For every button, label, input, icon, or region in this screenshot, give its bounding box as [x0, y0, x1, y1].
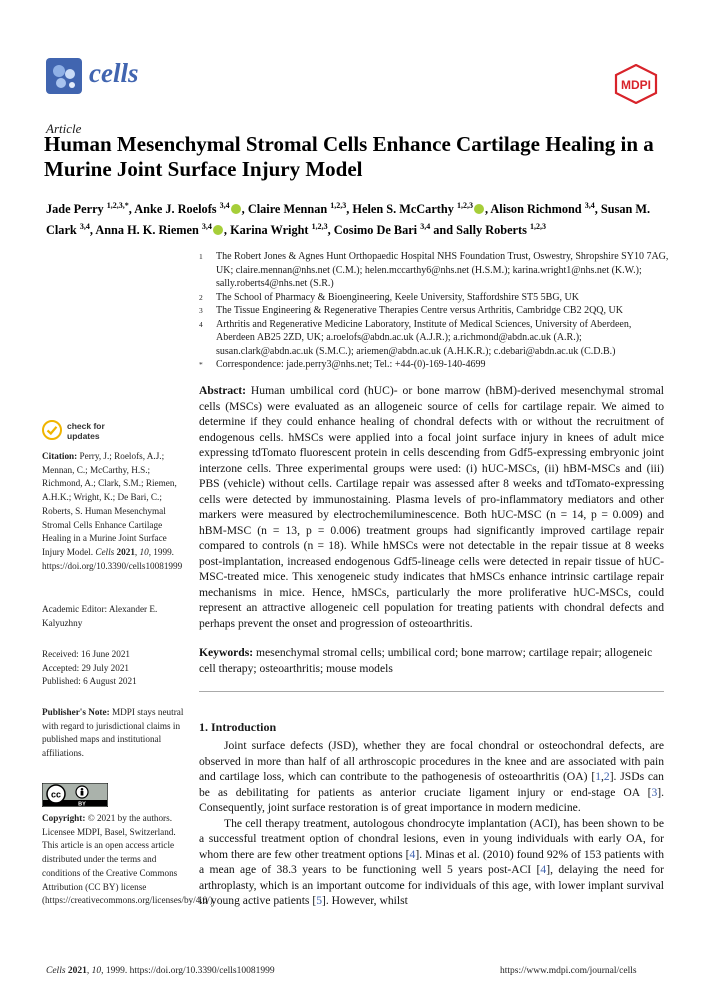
reference-link[interactable]: 2	[603, 770, 610, 783]
corresponding-author-mark: *	[124, 201, 129, 210]
orcid-icon[interactable]	[213, 225, 223, 235]
affiliation-number: *	[199, 360, 203, 369]
check-updates-text: check for updates	[67, 421, 105, 441]
author-affiliation-sup: 1,2,3	[456, 201, 473, 210]
section-divider	[199, 691, 664, 692]
mdpi-logo-icon	[614, 64, 658, 104]
academic-editor: Academic Editor: Alexander E. Kalyuzhny	[42, 604, 158, 628]
author-affiliation-sup: 1,2,3	[311, 222, 328, 232]
author-and: and	[433, 223, 454, 238]
article-title: Human Mesenchymal Stromal Cells Enhance Cartilage Healing in a Murine Joint Surface Injury Model	[44, 132, 654, 181]
keywords-label: Keywords:	[199, 646, 254, 659]
abstract-label: Abstract:	[199, 384, 247, 397]
author-name: Anke J. Roelofs	[134, 202, 217, 217]
affiliation-text: The Tissue Engineering & Regenerative Therapies Centre versus Arthritis, Cambridge CB2 2QQ, UK	[216, 305, 623, 316]
svg-text:BY: BY	[78, 801, 86, 807]
author-affiliation-sup: 1,2,3,	[106, 201, 125, 210]
author-affiliation-sup: 1,2,3	[330, 201, 347, 210]
keywords	[199, 645, 664, 676]
reference-link[interactable]: 1	[595, 770, 601, 783]
author-name: Claire Mennan	[247, 202, 328, 217]
reference-link[interactable]: 5	[316, 894, 322, 907]
reference-link[interactable]: 4	[409, 847, 416, 861]
svg-text:cc: cc	[50, 789, 62, 800]
affiliation-item	[199, 291, 669, 305]
cc-by-license-icon[interactable]	[42, 783, 108, 807]
introduction-heading: 1. Introduction	[199, 720, 277, 734]
citation-block: Citation: Perry, J.; Roelofs, A.J.; Mennan, C.; McCarthy, H.S.; Richmond, A.; Clark, S.M.; Riemen, A.H.K.; Wright, K.; De Bari, C.; Roberts, S. Human Mesenchymal Stromal Cells Enhance Cartilage Healing in a Murine Joint Surface Injury Model. Cells 2021, 10, 1999. https://doi.org/10.3390/cells10081999	[42, 451, 183, 571]
affiliation-number: 2	[199, 292, 203, 302]
affiliation-list	[199, 250, 669, 372]
published-date: Published: 6 August 2021	[42, 676, 137, 687]
affiliation-item	[199, 250, 669, 291]
author-name: Susan M. Clark	[46, 202, 651, 238]
author-name: Jade Perry	[46, 202, 104, 217]
reference-link[interactable]: 3	[651, 785, 658, 799]
author-name: Sally Roberts	[456, 223, 527, 238]
intro-paragraph-1: Joint surface defects (JSD), whether they are focal chondral or osteochondral defects, are observed in more than half of all arthroscopic procedures in the knee and are associated with pain and cartilage loss, which can contribute to the pathogenesis of osteoarthritis (OA) [1,2]. JSDs can be as debilitating for patients as anterior cruciate ligament injury or end-stage OA [3]. Consequently, joint surface restoration is of great importance in modern medicine.	[199, 739, 664, 814]
keywords-text: mesenchymal stromal cells; umbilical cord; bone marrow; cartilage repair; allogeneic cell therapy; osteoarthritis; mouse models	[199, 646, 653, 675]
publisher-note: Publisher's Note: MDPI stays neutral with regard to jurisdictional claims in published maps and institutional affiliations.	[42, 707, 184, 759]
affiliation-number: 1	[199, 252, 203, 261]
copyright-block: Copyright: © 2021 by the authors. Licensee MDPI, Basel, Switzerland. This article is an open access article distributed under the terms and conditions of the Creative Commons Attribution (CC BY) license (https://creativecommons.org/licenses/by/4.0/).	[42, 813, 216, 906]
author-name: Cosimo De Bari	[333, 223, 418, 238]
article-type: Article	[46, 121, 82, 136]
author-affiliation-sup: 3,4	[584, 201, 595, 210]
intro-paragraph-2: The cell therapy treatment, autologous chondrocyte implantation (ACI), has been shown to be a successful treatment option of chondral lesions, even in young individuals with early OA, for whom there are few other treatment options [4]. Minas et al. (2010) found 92% of 153 patients with a mean age of 38.3 years to be functioning well 5 years post-ACI [4], delaying the need for arthroplasty, which is an important outcome for individuals of this age, with lower implant survival in young active patients [5]. However, whilst	[199, 816, 665, 907]
author-name: Anna H. K. Riemen	[95, 223, 199, 238]
affiliation-item	[199, 318, 669, 359]
author-affiliation-sup: 1,2,3	[529, 222, 546, 232]
dates-block	[42, 648, 187, 689]
footer-journal-url[interactable]: https://www.mdpi.com/journal/cells	[500, 966, 637, 976]
affiliation-text: Correspondence: jade.perry3@nhs.net; Tel.: +44-(0)-169-140-4699	[216, 359, 486, 370]
author-affiliation-sup: 3,4	[219, 201, 230, 210]
author-list: Jade Perry $^{1,2,3,*}$, Anke J. Roelofs $^{3,4}$ , Claire Mennan $^{1,2,3}$, Helen S. McCarthy $^{1,2,3}$ , Alison Richmond $^{3,4}$, Susan M. Clark $^{3,4}$, Anna H. K. Riemen $^{3,4}$ , Karina Wright $^{1,2,3}$, Cosimo De Bari $^{3,4}$ and Sally Roberts $^{1,2,3}$	[46, 201, 651, 238]
affiliation-number: 3	[199, 306, 203, 315]
affiliation-text: The School of Pharmacy & Bioengineering, Keele University, Staffordshire ST5 5BG, UK	[216, 291, 579, 303]
author-name: Helen S. McCarthy	[352, 202, 454, 217]
orcid-icon[interactable]	[231, 204, 241, 214]
footer-citation: Cells 2021, 10, 1999. https://doi.org/10.3390/cells10081999	[46, 966, 275, 976]
author-name: Karina Wright	[230, 223, 309, 238]
affiliation-number: 4	[199, 319, 203, 329]
author-affiliation-sup: 3,4	[420, 222, 431, 232]
affiliation-item	[199, 358, 669, 372]
reference-link[interactable]: 4	[540, 863, 547, 876]
affiliation-text: Arthritis and Regenerative Medicine Laboratory, Institute of Medical Sciences, University of Aberdeen, Aberdeen AB25 2ZD, UK; a.roelofs@abdn.ac.uk (A.J.R.); a.richmond@abdn.ac.uk (A.R.); susan.clark@abdn.ac.uk (S.M.C.); ariemen@abdn.ac.uk (A.H.K.R.); c.debari@abdn.ac.uk (C.D.B.)	[216, 318, 632, 357]
mdpi-logo-text: MDPI	[621, 78, 651, 92]
abstract	[199, 383, 664, 631]
journal-name: cells	[89, 58, 139, 88]
received-date: Received: 16 June 2021	[42, 649, 131, 659]
accepted-date: Accepted: 29 July 2021	[42, 662, 130, 673]
affiliation-text: The Robert Jones & Agnes Hunt Orthopaedic Hospital NHS Foundation Trust, Oswestry, Shropshire SY10 7AG, UK; claire.mennan@nhs.net (C.M.); helen.mccarthy6@nhs.net (H.S.M.); karina.wright1@nhs.net (K.W.); sally.roberts4@nhs.net (S.R.)	[216, 251, 669, 289]
introduction-body	[199, 738, 664, 909]
author-affiliation-sup: 3,4	[201, 222, 212, 232]
abstract-text: Human umbilical cord (hUC)- or bone marrow (hBM)-derived mesenchymal stromal cells (MSCs) were evaluated as an allogeneic source of cells for cartilage repair. We aimed to determine if they could enhance healing of chondral defects with or without the recruitment of endogenous cells. hMSCs were applied into a focal joint surface injury in knees of adult mice expressing tdTomato fluorescent protein in cells descending from Gdf5-expressing embryonic joint interzone cells. Three experimental groups were used: (i) hUC-MSCs, (ii) hBM-MSCs and (iii) PBS (vehicle) without cells. Cartilage repair was assessed after 8 weeks and tdTomato-expressing cells were detected by immunostaining. Plasma levels of pro-inflammatory mediators and other markers were measured by electrochemiluminescence. Both hUC-MSC (n = 14, p = 0.009) and hBM-MSC (n = 13, p = 0.006) treatment groups had significantly improved cartilage repair compared to controls (n = 18). While hMSCs were not detectable in the repair tissue at 8 weeks post-implantation, increased endogenous Gdf5-lineage cells were detected in repair tissue of hUC-MSC-treated mice. This xenogeneic study indicates that hMSCs enhance intrinsic cartilage repair mechanisms in mice. Hence, hMSCs, particularly the more proliferative hUC-MSCs, could represent an attractive allogeneic cell population for treating patients with chondral defects and perhaps prevent the onset and progression of osteoarthritis.	[199, 384, 664, 630]
author-name: Alison Richmond	[490, 202, 582, 217]
affiliation-item	[199, 304, 669, 318]
author-affiliation-sup: 3,4	[79, 222, 90, 232]
check-for-updates-badge[interactable]	[42, 418, 162, 442]
orcid-icon[interactable]	[474, 204, 484, 214]
check-updates-icon	[42, 420, 62, 440]
cells-journal-logo-icon	[46, 58, 82, 94]
